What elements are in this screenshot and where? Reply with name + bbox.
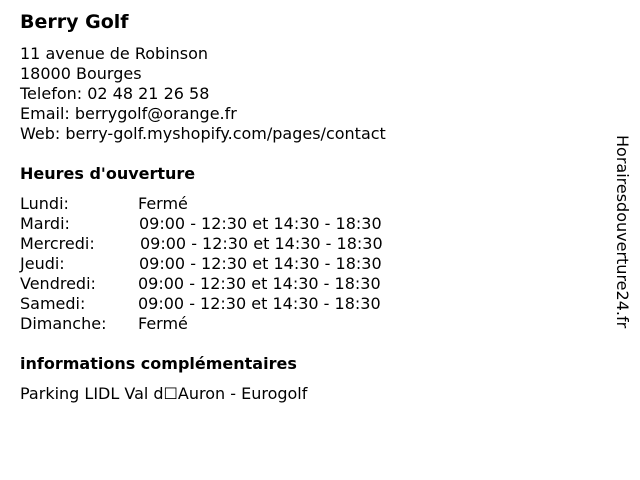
day-hours: 09:00 - 12:30 et 14:30 - 18:30 (140, 234, 383, 253)
address-city: 18000 Bourges (20, 64, 142, 83)
day-label: Jeudi: (20, 254, 65, 273)
day-hours: 09:00 - 12:30 et 14:30 - 18:30 (139, 214, 382, 233)
additional-info-heading: informations complémentaires (20, 354, 297, 373)
phone-line: Telefon: 02 48 21 26 58 (20, 84, 210, 103)
email-line: Email: berrygolf@orange.fr (20, 104, 237, 123)
day-hours: 09:00 - 12:30 et 14:30 - 18:30 (138, 274, 381, 293)
site-watermark: Horairesdouverture24.fr (613, 135, 632, 329)
hours-row-saturday (20, 294, 600, 314)
day-hours: 09:00 - 12:30 et 14:30 - 18:30 (139, 254, 382, 273)
day-label: Vendredi: (20, 274, 96, 293)
address-street: 11 avenue de Robinson (20, 44, 209, 63)
business-name: Berry Golf (20, 11, 129, 33)
day-label: Lundi: (20, 194, 69, 213)
hours-row-tuesday (20, 214, 600, 234)
day-label: Samedi: (20, 294, 86, 313)
day-hours: 09:00 - 12:30 et 14:30 - 18:30 (138, 294, 381, 313)
opening-hours-heading: Heures d'ouverture (20, 164, 196, 183)
hours-row-friday (20, 274, 600, 294)
hours-row-sunday (20, 314, 600, 334)
day-hours: Fermé (138, 194, 188, 213)
day-label: Dimanche: (20, 314, 107, 333)
day-hours: Fermé (138, 314, 188, 333)
web-line: Web: berry-golf.myshopify.com/pages/contact (20, 124, 386, 143)
additional-info-text: Parking LIDL Val d☐Auron - Eurogolf (20, 384, 308, 403)
day-label: Mardi: (20, 214, 70, 233)
hours-row-monday (20, 194, 600, 214)
hours-row-wednesday (20, 234, 600, 254)
hours-row-thursday (20, 254, 600, 274)
day-label: Mercredi: (20, 234, 95, 253)
